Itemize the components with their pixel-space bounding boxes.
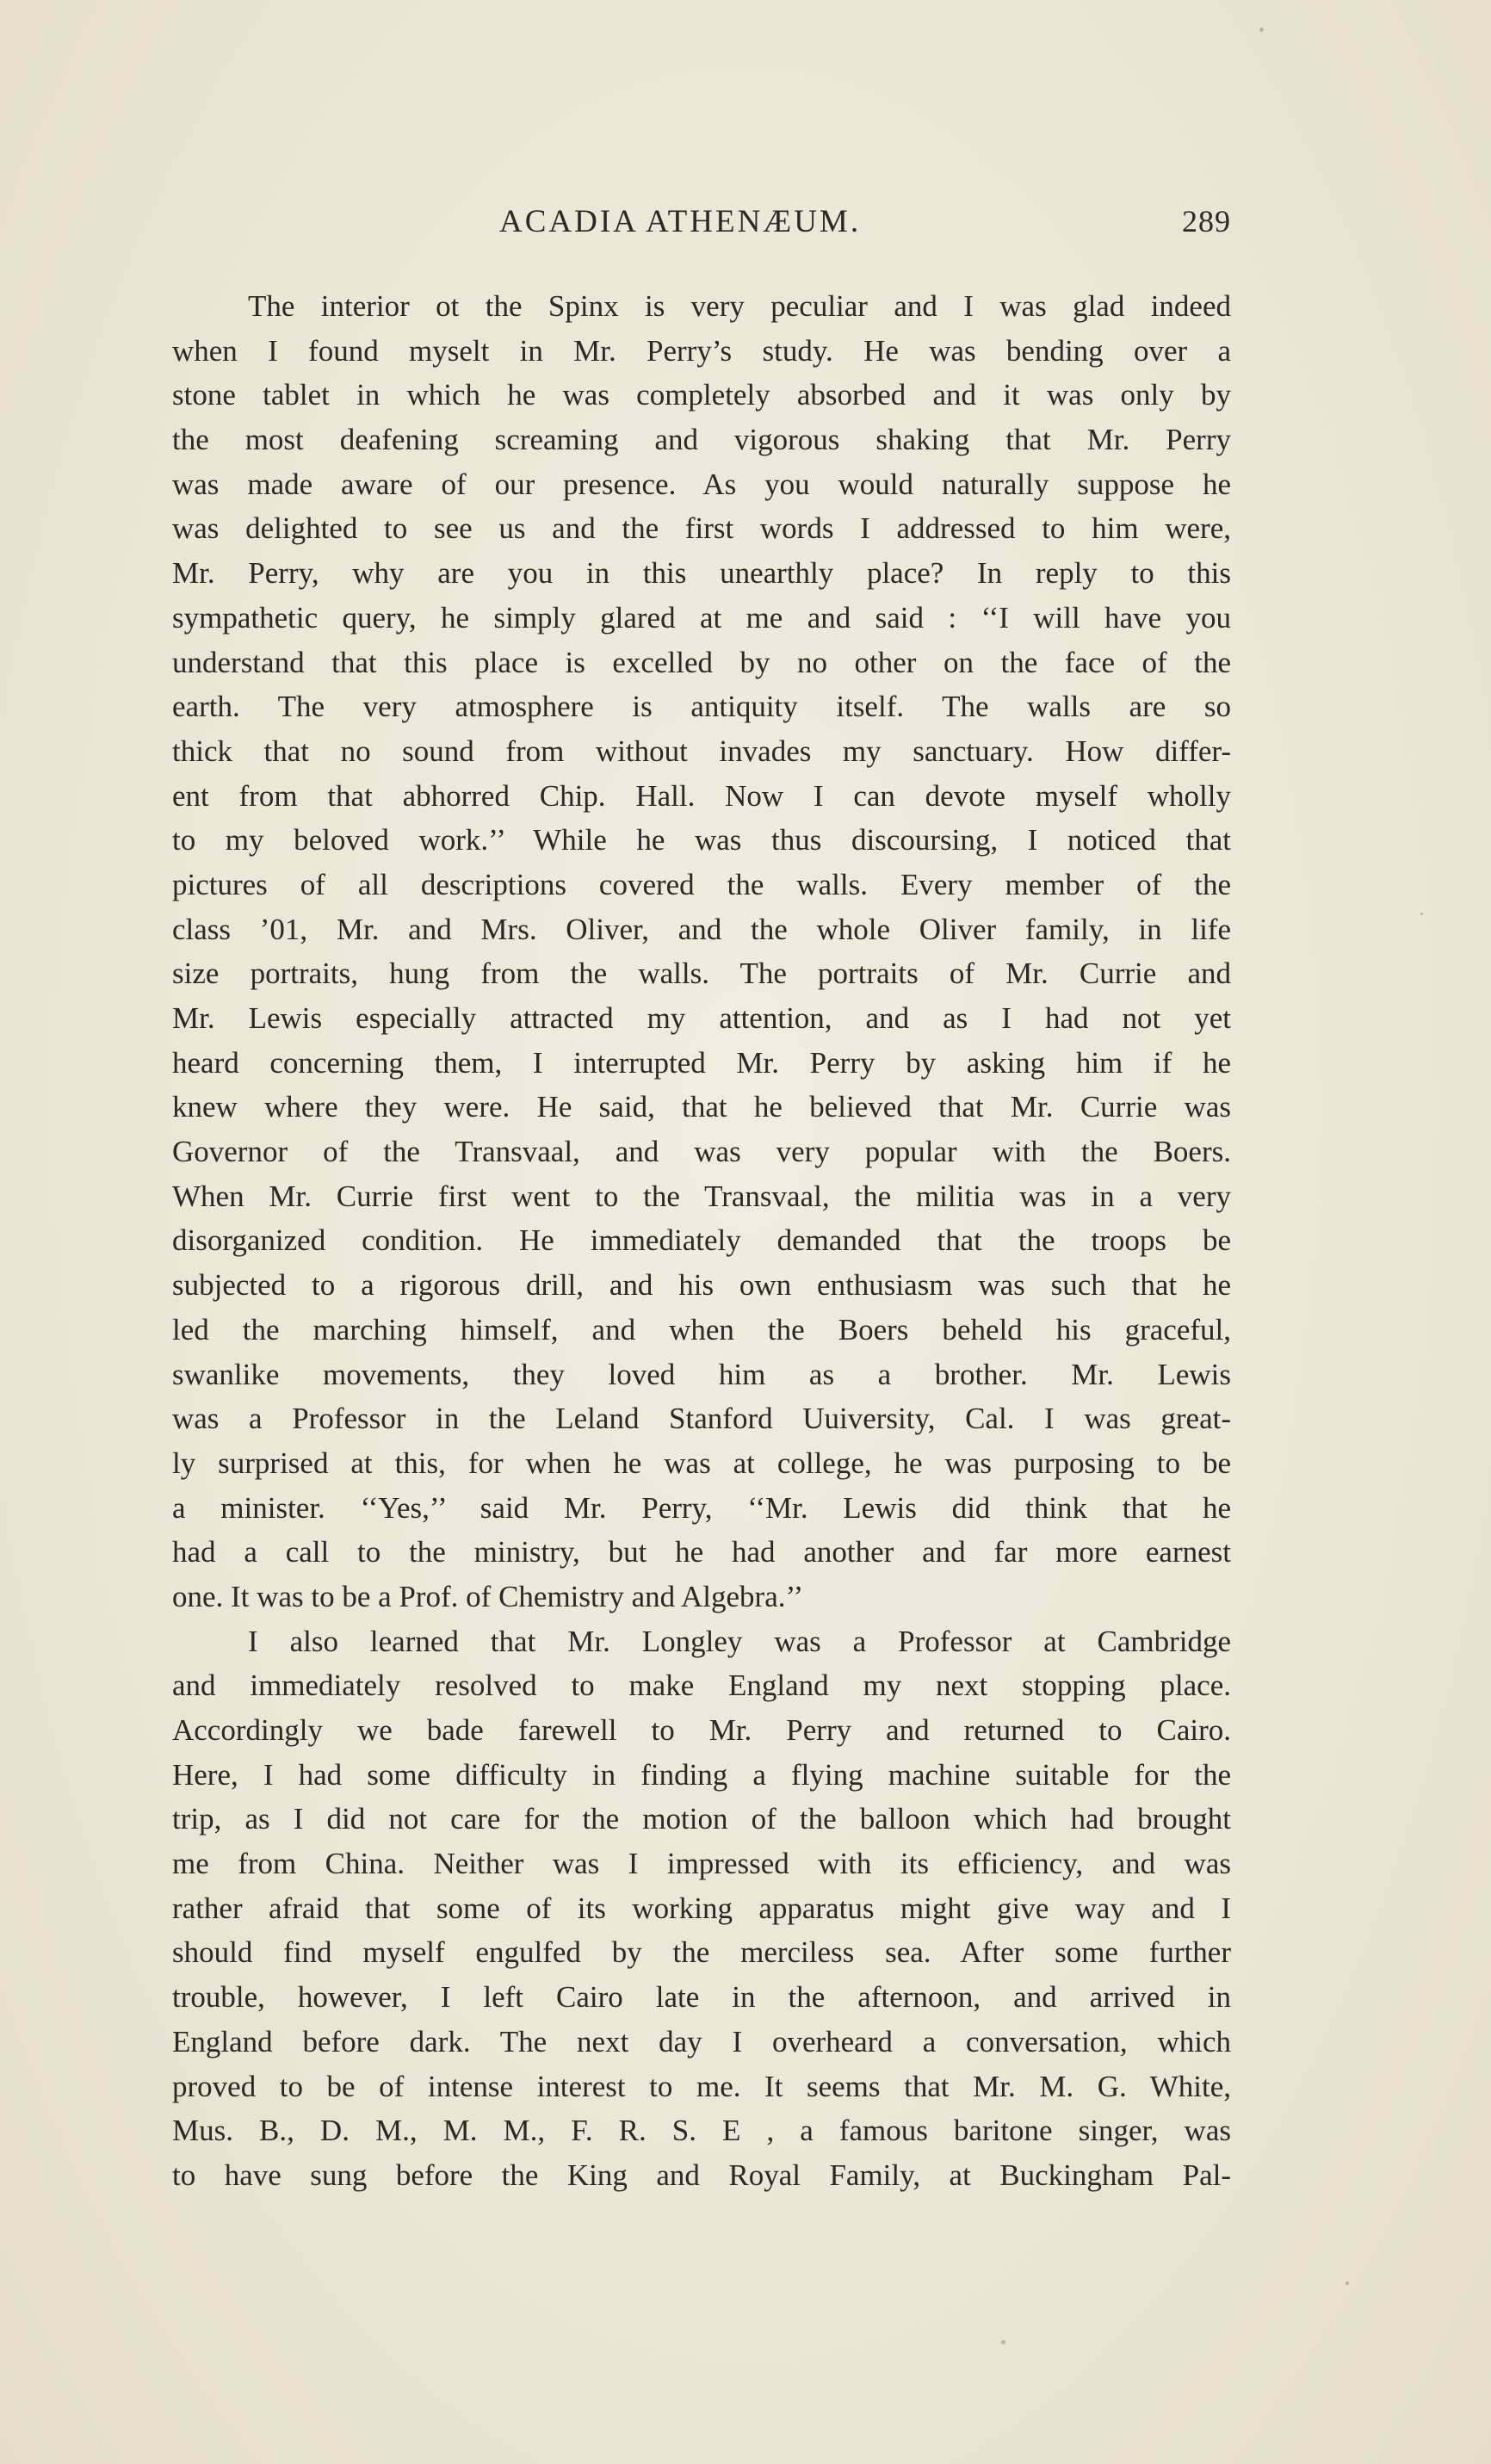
paper-speck — [1259, 28, 1264, 32]
text-line: earth. The very atmosphere is antiquity itself. The walls are so — [172, 690, 1231, 724]
text-line: The interior ot the Spinx is very peculiar and I was glad indeed — [248, 289, 1231, 323]
text-line: trouble, however, I left Cairo late in the afternoon, and arrived in — [172, 1980, 1231, 2015]
text-line: Mus. B., D. M., M. M., F. R. S. E , a famous baritone singer, was — [172, 2114, 1231, 2148]
text-line: ent from that abhorred Chip. Hall. Now I can devote myself wholly — [172, 778, 1231, 813]
text-line: should find myself engulfed by the merciless sea. After some further — [172, 1935, 1231, 1970]
text-line: thick that no sound from without invades my sanctuary. How differ- — [172, 734, 1231, 768]
text-line: was delighted to see us and the first words I addressed to him were, — [172, 511, 1231, 546]
text-line: to my beloved work.’’ While he was thus discoursing, I noticed that — [172, 823, 1231, 857]
article-body — [172, 284, 1231, 2198]
text-line: Mr. Lewis especially attracted my attention, and as I had not yet — [172, 1001, 1231, 1035]
text-line: Here, I had some difficulty in finding a flying machine suitable for the — [172, 1757, 1231, 1792]
text-line: pictures of all descriptions covered the walls. Every member of the — [172, 867, 1231, 901]
page-number: 289 — [1182, 204, 1231, 238]
text-line: when I found myselt in Mr. Perry’s study. He was bending over a — [172, 333, 1231, 368]
text-line: Governor of the Transvaal, and was very popular with the Boers. — [172, 1135, 1231, 1169]
text-line: to have sung before the King and Royal Family, at Buckingham Pal- — [172, 2158, 1231, 2192]
text-line: a minister. ‘‘Yes,’’ said Mr. Perry, ‘‘Mr. Lewis did think that he — [172, 1490, 1231, 1525]
text-line: and immediately resolved to make England my next stopping place. — [172, 1668, 1231, 1703]
text-line: swanlike movements, they loved him as a brother. Mr. Lewis — [172, 1357, 1231, 1391]
text-line: rather afraid that some of its working apparatus might give way and I — [172, 1891, 1231, 1925]
text-line: led the marching himself, and when the Boers beheld his graceful, — [172, 1312, 1231, 1347]
text-line: class ’01, Mr. and Mrs. Oliver, and the whole Oliver family, in life — [172, 912, 1231, 946]
text-line: heard concerning them, I interrupted Mr. Perry by asking him if he — [172, 1045, 1231, 1080]
running-head — [172, 203, 1231, 246]
text-line: disorganized condition. He immediately demanded that the troops be — [172, 1223, 1231, 1258]
text-line: had a call to the ministry, but he had another and far more earnest — [172, 1535, 1231, 1569]
text-line: knew where they were. He said, that he believed that Mr. Currie was — [172, 1090, 1231, 1124]
text-line: the most deafening screaming and vigorous shaking that Mr. Perry — [172, 423, 1231, 457]
text-line: one. It was to be a Prof. of Chemistry and Algebra.’’ — [172, 1579, 804, 1613]
text-line: was made aware of our presence. As you would naturally suppose he — [172, 467, 1231, 501]
text-line: Accordingly we bade farewell to Mr. Perry and returned to Cairo. — [172, 1713, 1231, 1747]
paper-speck — [1346, 2281, 1349, 2285]
text-line: When Mr. Currie first went to the Transvaal, the militia was in a very — [172, 1179, 1231, 1213]
text-line: size portraits, hung from the walls. The portraits of Mr. Currie and — [172, 957, 1231, 991]
text-line: Mr. Perry, why are you in this unearthly place? In reply to this — [172, 556, 1231, 591]
journal-title: ACADIA ATHENÆUM. — [499, 204, 862, 239]
text-line: me from China. Neither was I impressed with its efficiency, and was — [172, 1847, 1231, 1881]
text-line: I also learned that Mr. Longley was a Professor at Cambridge — [248, 1624, 1231, 1658]
text-line: stone tablet in which he was completely absorbed and it was only by — [172, 378, 1231, 412]
text-line: was a Professor in the Leland Stanford Uuiversity, Cal. I was great- — [172, 1402, 1231, 1436]
paper-speck — [1001, 2340, 1005, 2344]
text-line: ly surprised at this, for when he was at college, he was purposing to be — [172, 1446, 1231, 1480]
text-line: proved to be of intense interest to me. It seems that Mr. M. G. White, — [172, 2069, 1231, 2103]
text-line: understand that this place is excelled by no other on the face of the — [172, 645, 1231, 679]
text-line: trip, as I did not care for the motion of the balloon which had brought — [172, 1802, 1231, 1836]
text-line: sympathetic query, he simply glared at me and said : ‘‘I will have you — [172, 600, 1231, 635]
text-line: England before dark. The next day I overheard a conversation, which — [172, 2024, 1231, 2058]
text-line: subjected to a rigorous drill, and his own enthusiasm was such that he — [172, 1268, 1231, 1303]
paper-speck — [1420, 913, 1423, 915]
